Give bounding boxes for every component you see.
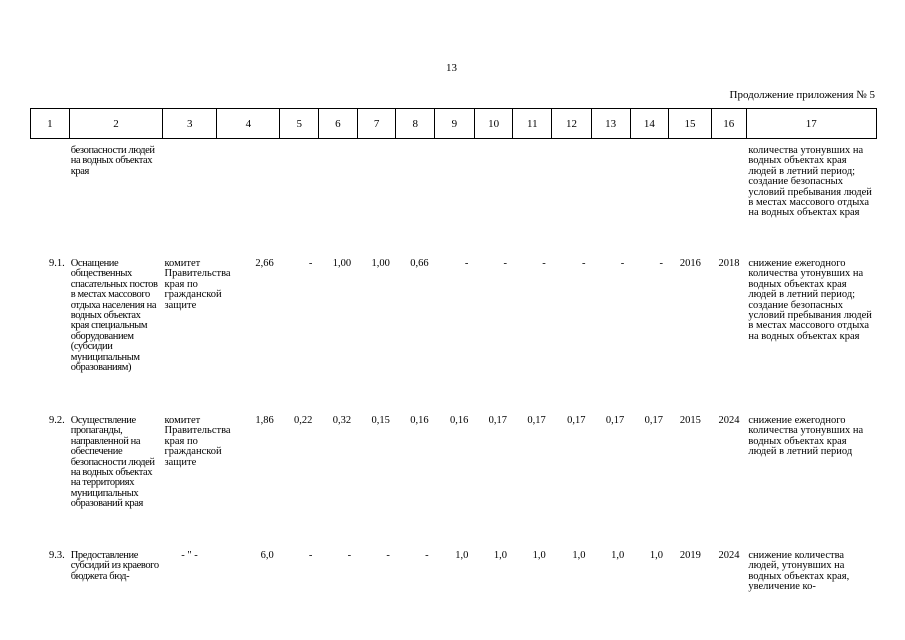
event-name: Осуществление пропаганды, направленной на обеспечение безопасности людей на водных объектах на территориях муниципальных образований края [70, 415, 155, 510]
header-cell: 12 [552, 109, 592, 139]
end-year: 2024 [718, 415, 740, 426]
cell-value: - [464, 258, 469, 269]
cell-value: 1,0 [572, 550, 586, 561]
responsible: комитет Правительства края по гражданской защите [164, 258, 231, 311]
cell-value [318, 146, 357, 259]
event-name: Оснащение общественных спасательных постов в местах массового отдыха населения на водных объектах края специальным оборудованием (субсидии муниципальным образованиям) [70, 258, 158, 374]
cell-value [435, 146, 475, 259]
table-row [30, 551, 877, 611]
table-row [30, 259, 877, 416]
cell-value: 1,00 [332, 258, 352, 269]
cell-value: 0,22 [294, 415, 313, 426]
responsible: - " - [181, 550, 198, 561]
start-year: 2019 [679, 550, 701, 561]
start-year: 2015 [679, 415, 701, 426]
cell-value [474, 146, 513, 259]
cell-value: - [425, 550, 429, 561]
header-cell: 8 [396, 109, 435, 139]
cell-value: 1,0 [611, 550, 625, 561]
responsible: комитет Правительства края по гражданской защите [164, 415, 231, 468]
header-row [31, 109, 877, 139]
row-number: 9.1. [48, 258, 65, 269]
cell-value: 1,00 [371, 258, 390, 269]
cell-value: 0,17 [644, 415, 663, 426]
table-row [30, 416, 877, 551]
cell-value: - [582, 258, 586, 269]
header-cell: 6 [319, 109, 358, 139]
header-cell: 17 [746, 109, 876, 139]
cell-value [280, 146, 319, 259]
cell-value: - [347, 550, 352, 561]
cell-value: 0,17 [488, 415, 508, 426]
cell-value [396, 146, 435, 259]
header-cell: 14 [630, 109, 669, 139]
header-cell: 15 [669, 109, 712, 139]
row-number: 9.2. [48, 415, 65, 426]
header-cell: 7 [357, 109, 396, 139]
header-cell: 2 [69, 109, 163, 139]
page-number: 13 [446, 62, 457, 74]
header-cell: 5 [280, 109, 319, 139]
cell-value: 0,15 [371, 415, 390, 426]
end-year: 2018 [718, 258, 740, 269]
cell-value: - [308, 550, 313, 561]
header-cell: 10 [474, 109, 513, 139]
cell-value: 0,16 [410, 415, 429, 426]
start-year [669, 146, 712, 259]
cell-value [217, 146, 280, 259]
cell-value: 2,66 [255, 258, 274, 269]
header-cell: 3 [163, 109, 217, 139]
cell-value: 0,16 [449, 415, 469, 426]
header-cell: 16 [711, 109, 746, 139]
header-cell: 4 [217, 109, 280, 139]
cell-value: - [542, 258, 546, 269]
cell-value: 0,17 [527, 415, 546, 426]
header-cell: 9 [435, 109, 475, 139]
expected-result: снижение ежегодного количества утонувших на водных объектах края людей в летний период [748, 415, 864, 458]
responsible [162, 146, 216, 259]
header-cell: 11 [513, 109, 552, 139]
data-table [30, 146, 877, 611]
row-number [30, 146, 69, 259]
cell-value: 1,86 [255, 415, 274, 426]
cell-value [357, 146, 396, 259]
cell-value: - [620, 258, 625, 269]
cell-value: 1,0 [649, 550, 663, 561]
cell-value: 1,0 [493, 550, 508, 561]
header-cell: 1 [31, 109, 70, 139]
cell-value: 1,0 [532, 550, 546, 561]
cell-value: - [659, 258, 663, 269]
cell-value: 1,0 [455, 550, 469, 561]
expected-result: снижение количества людей, утонувших на водных объектах края, увеличение ко- [748, 550, 850, 593]
expected-result: количества утонувших на водных объектах края людей в летний период; создание безопасных условий пребывания людей в местах массового отдыха на водных объектах края [748, 145, 872, 219]
start-year: 2016 [679, 258, 701, 269]
cell-value: 6,0 [260, 550, 274, 561]
cell-value [552, 146, 592, 259]
row-number: 9.3. [48, 550, 65, 561]
end-year: 2024 [718, 550, 740, 561]
cell-value: 0,17 [605, 415, 625, 426]
end-year [712, 146, 747, 259]
table-row [30, 146, 877, 259]
header-cell: 13 [591, 109, 630, 139]
event-name: безопасности людей на водных объектах края [70, 145, 155, 177]
event-name: Предоставление субсидий из краевого бюджета бюд- [70, 550, 159, 582]
cell-value: 0,17 [567, 415, 586, 426]
cell-value [630, 146, 669, 259]
cell-value: - [503, 258, 508, 269]
cell-value: - [308, 258, 313, 269]
column-header-table [30, 108, 877, 139]
cell-value: - [386, 550, 390, 561]
cell-value [513, 146, 552, 259]
cell-value [592, 146, 631, 259]
cell-value: 0,32 [332, 415, 352, 426]
expected-result: снижение ежегодного количества утонувших на водных объектах края людей в летний период; создание безопасных условий пребывания людей в местах массового отдыха на водных объектах края [748, 258, 872, 342]
continuation-label: Продолжение приложения № 5 [729, 89, 875, 101]
cell-value: 0,66 [410, 258, 429, 269]
